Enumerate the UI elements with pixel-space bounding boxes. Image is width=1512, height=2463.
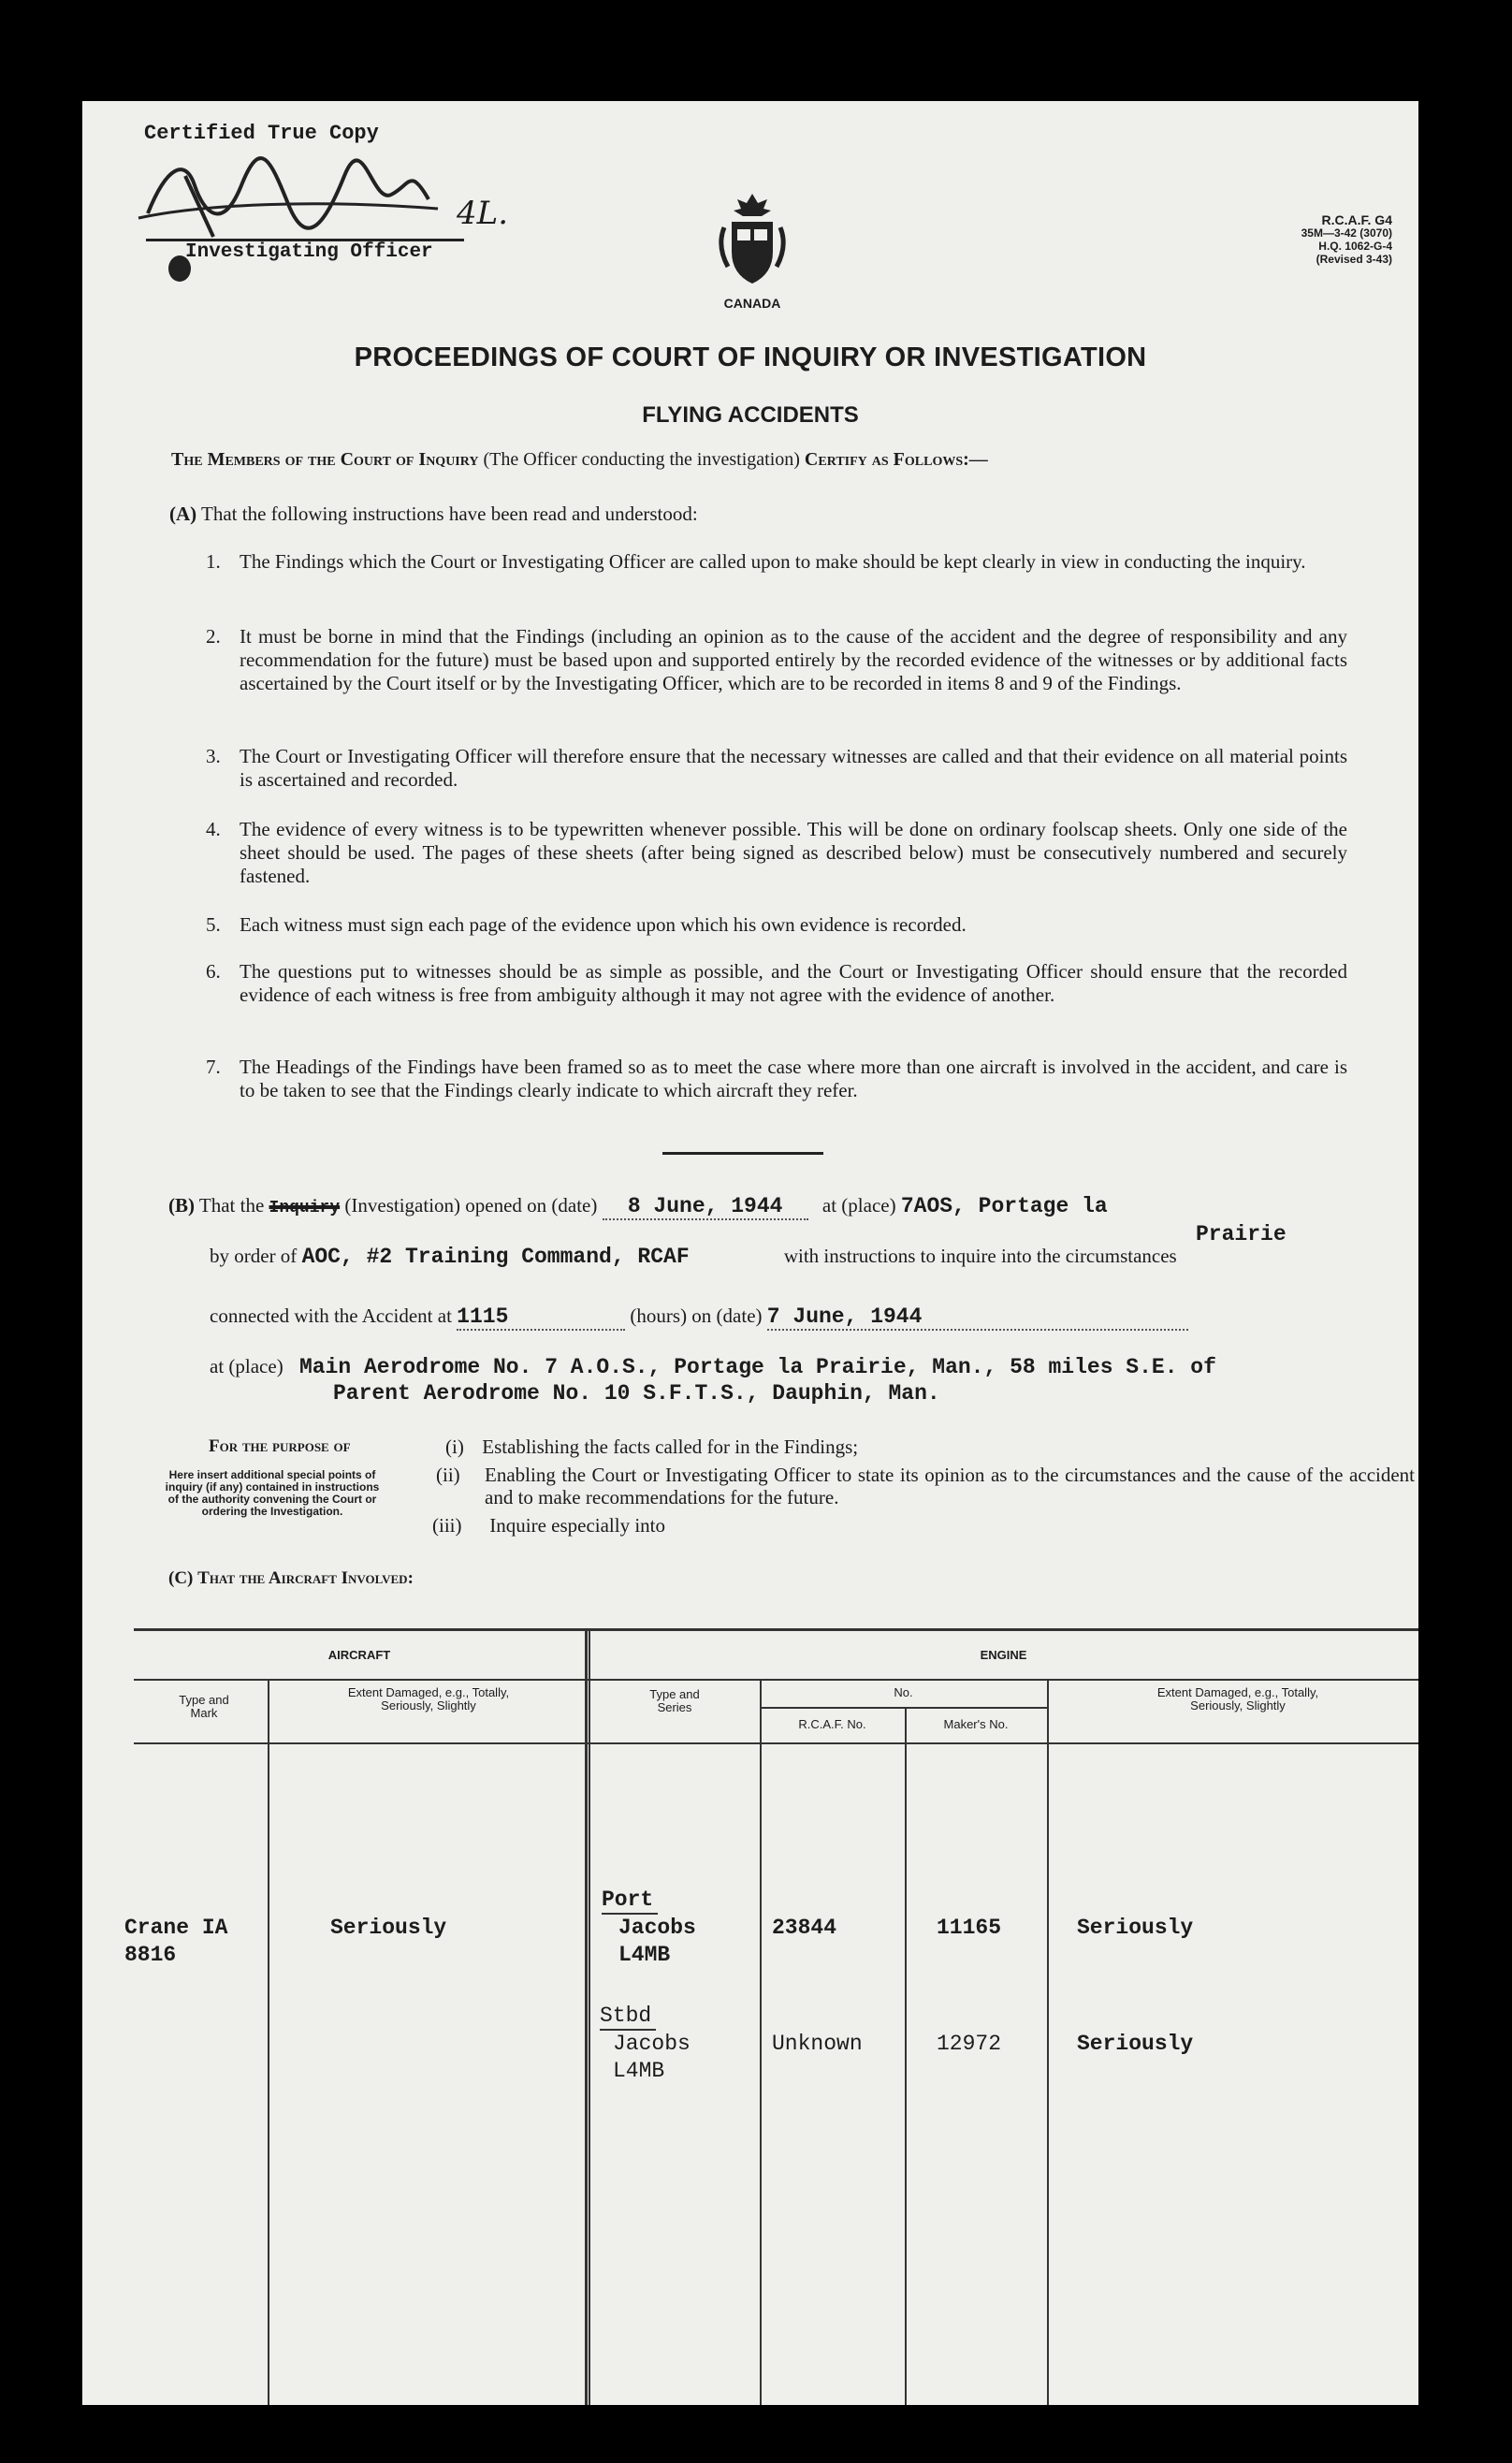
canada-label: CANADA	[723, 296, 781, 311]
instruction-item	[206, 960, 1347, 1031]
no-subheader-divider	[760, 1707, 1047, 1709]
section-b-that-the: That the	[198, 1194, 265, 1217]
purpose-text: Enabling the Court or Investigating Officer to state its opinion as to the circumstances and the cause of the accident and to make recommendations for the future.	[485, 1464, 1415, 1508]
certified-copy-stamp: Certified True Copy	[144, 122, 379, 145]
instruction-text: The Headings of the Findings have been framed so as to meet the case where more than one aircraft is involved in the accident, and care is to be taken to see that the Findings clearly indicate to which aircraft they refer.	[240, 1056, 1347, 1101]
aircraft-damage: Seriously	[330, 1916, 447, 1940]
instruction-text: The questions put to witnesses should be as simple as possible, and the Court or Investigating Officer should ensure that the recorded evidence of each witness is free from ambiguity although it may not agree with the evidence of another.	[240, 960, 1347, 1006]
instruction-number: 6.	[206, 960, 221, 983]
engine-damage: Seriously	[1077, 1916, 1194, 1940]
canada-crest-icon	[715, 190, 790, 302]
instruction-number: 2.	[206, 625, 221, 648]
instruction-item	[206, 625, 1347, 721]
section-b-line2	[210, 1245, 1177, 1269]
hours-label: (hours) on (date)	[630, 1304, 763, 1327]
certify-middle: (The Officer conducting the investigation)	[483, 449, 800, 470]
certify-intro	[171, 447, 988, 473]
form-ref-line: (Revised 3-43)	[1316, 253, 1392, 266]
purpose-text: Establishing the facts called for in the Findings;	[482, 1436, 859, 1458]
engine-makers-no: 12972	[937, 2032, 1002, 2056]
accident-time-field	[457, 1304, 625, 1331]
aircraft-type: Crane IA	[124, 1916, 228, 1940]
section-divider	[662, 1152, 823, 1155]
purpose-item	[436, 1464, 1415, 1508]
at-place-label: at (place)	[821, 1194, 896, 1217]
type-series-header: Type and Series	[649, 1687, 700, 1714]
form-page	[82, 101, 1418, 2405]
engine-side: Port	[602, 1887, 654, 1912]
accident-place-1: Main Aerodrome No. 7 A.O.S., Portage la Prairie, Man., 58 miles S.E. of	[298, 1355, 1216, 1379]
certify-caps-a: The Members of the Court of Inquiry	[171, 449, 479, 470]
by-order-label: by order of	[210, 1245, 298, 1267]
col-divider	[268, 1679, 269, 2405]
engine-series: L4MB	[613, 2059, 665, 2083]
table-header-divider	[134, 1679, 1418, 1681]
form-ref-line: R.C.A.F. G4	[1321, 212, 1392, 227]
instruction-number: 3.	[206, 745, 221, 767]
engine-damage: Seriously	[1077, 2032, 1194, 2056]
table-body-divider	[134, 1742, 1418, 1744]
col-divider	[905, 1707, 907, 2405]
col-divider-main	[585, 1628, 588, 2405]
accident-place-2: Parent Aerodrome No. 10 S.F.T.S., Dauphin, Man.	[333, 1381, 940, 1406]
opened-place: 7AOS, Portage la	[900, 1194, 1108, 1218]
makers-no-header: Maker's No.	[943, 1717, 1009, 1731]
aircraft-mark: 8816	[124, 1943, 177, 1967]
type-mark-header: Type and Mark	[179, 1693, 229, 1720]
special-points-note: Here insert additional special points of inquiry (if any) contained in instructions of the authority convening the Court or ordering the Investigation.	[165, 1468, 380, 1518]
instruction-item	[206, 550, 1347, 599]
aircraft-engine-table	[124, 1619, 1418, 2405]
engine-type: Jacobs	[613, 2032, 691, 2056]
col-divider	[760, 1679, 762, 2405]
instruction-number: 5.	[206, 913, 221, 936]
col-divider	[589, 1628, 590, 2405]
engine-makers-no: 11165	[937, 1916, 1002, 1940]
col-divider	[1047, 1679, 1049, 2405]
aircraft-extent-header: Extent Damaged, e.g., Totally, Seriously, Slightly	[347, 1685, 510, 1712]
instruction-number: 7.	[206, 1056, 221, 1078]
instruction-item	[206, 913, 1347, 938]
aircraft-header: AIRCRAFT	[327, 1648, 391, 1662]
instruction-text: Each witness must sign each page of the evidence upon which his own evidence is recorded.	[240, 913, 967, 936]
opened-place-continued: Prairie	[1196, 1222, 1287, 1246]
engine-rcaf-no: Unknown	[772, 2032, 863, 2056]
section-c-label: (C)	[168, 1568, 194, 1588]
opened-date: 8 June, 1944	[627, 1194, 783, 1218]
certify-caps-b: Certify as Follows:—	[804, 449, 988, 470]
purpose-number: (i)	[445, 1436, 464, 1458]
section-a-label: (A)	[169, 503, 197, 525]
section-b-line1	[168, 1194, 1108, 1220]
instructions-text: with instructions to inquire into the circumstances	[783, 1245, 1177, 1267]
purpose-number: (ii)	[436, 1464, 460, 1486]
section-a-text: That the following instructions have been read and understood:	[201, 503, 698, 525]
purpose-text: Inquire especially into	[489, 1514, 666, 1537]
instruction-item	[206, 818, 1347, 889]
engine-extent-header: Extent Damaged, e.g., Totally, Seriously, Slightly	[1156, 1685, 1319, 1712]
purpose-item	[432, 1514, 665, 1537]
accident-time: 1115	[457, 1304, 509, 1329]
purpose-label: For the purpose of	[209, 1436, 351, 1456]
engine-rcaf-no: 23844	[772, 1916, 837, 1940]
section-a-heading	[169, 502, 698, 527]
form-ref-line: 35M—3-42 (3070)	[1301, 226, 1392, 240]
accident-date-field	[767, 1304, 1188, 1331]
page-subtitle: FLYING ACCIDENTS	[642, 402, 859, 428]
engine-series: L4MB	[618, 1943, 671, 1967]
instruction-text: The evidence of every witness is to be typewritten whenever possible. This will be done on ordinary foolscap sheets. Only one side of the sheet should be used. The pages of these sheets (after being signed as described below) must be consecutively numbered and securely fastened.	[240, 818, 1347, 887]
instruction-text: The Findings which the Court or Investigating Officer are called upon to make should be kept clearly in view in conducting the inquiry.	[240, 550, 1306, 573]
table-top-border	[134, 1628, 1418, 1631]
no-header: No.	[894, 1685, 913, 1699]
section-b-line3	[210, 1304, 1188, 1331]
purpose-number: (iii)	[432, 1514, 462, 1537]
connected-label: connected with the Accident at	[210, 1304, 452, 1327]
section-c-text: That the Aircraft Involved:	[197, 1568, 414, 1588]
engine-side: Stbd	[600, 2004, 652, 2028]
rcaf-no-header: R.C.A.F. No.	[798, 1717, 866, 1731]
instruction-number: 4.	[206, 818, 221, 840]
instruction-text: The Court or Investigating Officer will therefore ensure that the necessary witnesses are called and that their evidence on all material points is ascertained and recorded.	[240, 745, 1347, 791]
opened-date-field	[603, 1194, 808, 1220]
section-b-label: (B)	[168, 1194, 195, 1217]
investigating-officer-label: Investigating Officer	[185, 241, 433, 263]
engine-header: ENGINE	[980, 1648, 1027, 1662]
engine-type: Jacobs	[618, 1916, 696, 1940]
section-b-opened-label: (Investigation) opened on (date)	[344, 1194, 598, 1217]
section-b-line4	[210, 1355, 1216, 1379]
section-c-heading	[168, 1568, 414, 1589]
instruction-number: 1.	[206, 550, 221, 573]
place-label: at (place)	[210, 1355, 284, 1377]
form-ref-line: H.Q. 1062-G-4	[1318, 240, 1392, 253]
form-reference	[1301, 213, 1392, 266]
by-order-value: AOC, #2 Training Command, RCAF	[301, 1245, 690, 1269]
signature-initials: 4L.	[457, 195, 509, 232]
page-title: PROCEEDINGS OF COURT OF INQUIRY OR INVESTIGATION	[354, 342, 1147, 372]
struck-inquiry: Inquiry	[269, 1199, 341, 1217]
instruction-item	[206, 745, 1347, 794]
instruction-text: It must be borne in mind that the Findings (including an opinion as to the cause of the accident and the degree of responsibility and any recommendation for the future) must be based upon and supported entirely by the recorded evidence of the witnesses or by additional facts ascertained by the Court itself or by the Investigating Officer, which are to be recorded in items 8 and 9 of the Findings.	[240, 625, 1347, 694]
accident-date: 7 June, 1944	[766, 1304, 923, 1329]
purpose-item	[445, 1436, 1418, 1458]
instruction-item	[206, 1056, 1347, 1127]
